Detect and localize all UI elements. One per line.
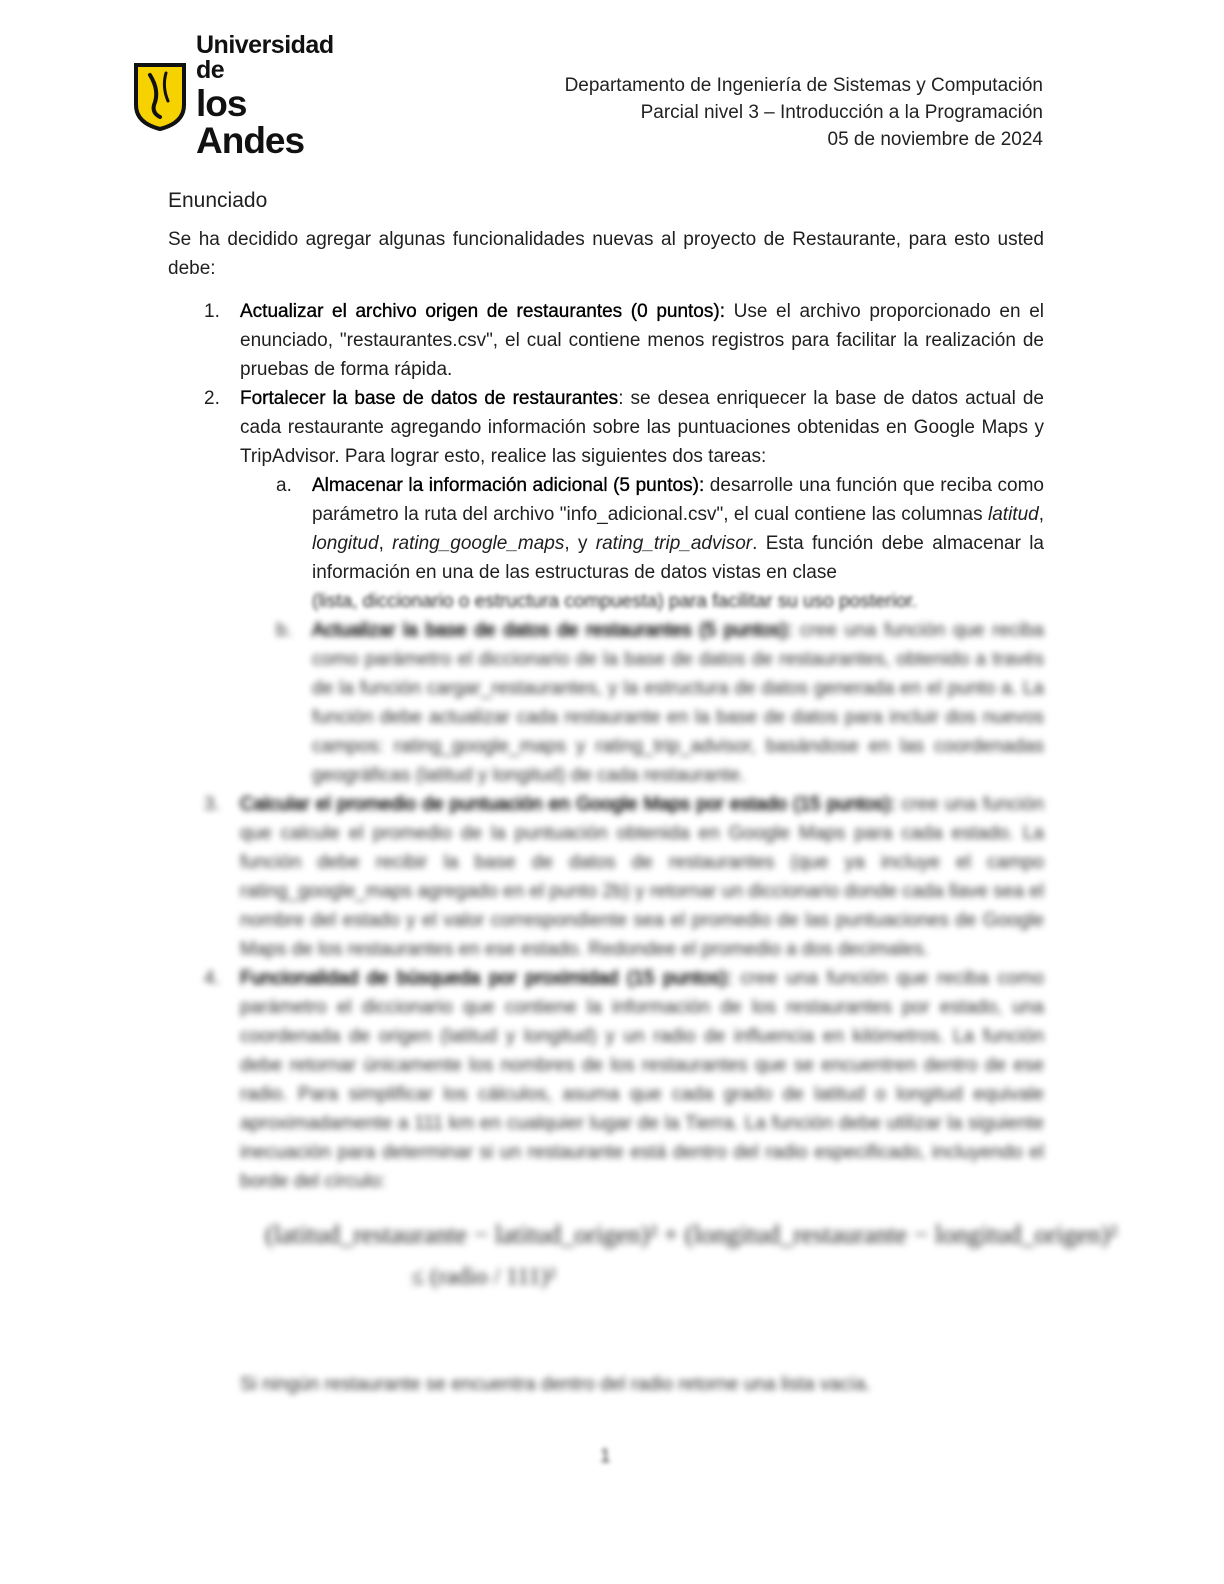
- section-title: Enunciado: [168, 189, 268, 212]
- formula-line-2: ≤ (radio / 111)²: [411, 1264, 556, 1290]
- shield-icon: [132, 61, 188, 131]
- document-header: [565, 72, 1043, 153]
- item-number: 3.: [204, 794, 220, 815]
- item-title: Funcionalidad de búsqueda por proximidad (15 puntos):: [240, 968, 732, 989]
- list-item: [168, 384, 1044, 790]
- item-number: 2.: [204, 388, 220, 409]
- page-number: 1: [600, 1446, 611, 1467]
- item-number: 4.: [204, 968, 220, 989]
- item-title: Calcular el promedio de puntuación en Google Maps por estado (15 puntos):: [240, 794, 896, 815]
- subitem-title: Almacenar la información adicional (5 puntos):: [312, 475, 705, 496]
- item-text: Use el archivo proporcionado en el enunciado, "restaurantes.csv", el cual contiene menos registros para facilitar la realización de pruebas de forma rápida.: [240, 301, 1044, 380]
- university-logo: [132, 31, 362, 161]
- item-text: cree una función que reciba como parámetro el diccionario que contiene la información de los restaurantes por estado, una coordenada de origen (latitud y longitud) y un radio de influencia en kilómetros. La función debe retornar únicamente los nombres de los restaurantes que se encuentren dentro de ese radio. Para simplificar los cálculos, asuma que cada grado de latitud o longitud equivale aproximadamente a 111 km en cualquier lugar de la Tierra. La función debe utilizar la siguiente inecuación para determinar si un restaurante está dentro del radio especificado, incluyendo el borde del círculo:: [240, 968, 1044, 1192]
- subitem-text-continued: (lista, diccionario o estructura compuesta) para facilitar su uso posterior.: [312, 591, 918, 612]
- course-name: Parcial nivel 3 – Introducción a la Programación: [640, 102, 1043, 123]
- item-title: Actualizar el archivo origen de restaurantes (0 puntos):: [240, 301, 725, 322]
- list-item: [240, 616, 1044, 790]
- column-name: latitud: [988, 504, 1039, 525]
- subtask-list: [240, 471, 1044, 790]
- item-text: : se desea enriquecer la base de datos actual de cada restaurante agregando información sobre las puntuaciones obtenidas en Google Maps y TripAdvisor. Para lograr esto, realice las siguientes dos tareas:: [240, 388, 1044, 467]
- item-number: 1.: [204, 301, 220, 322]
- item-title: Fortalecer la base de datos de restaurantes: [240, 388, 619, 409]
- separator: , y: [564, 533, 596, 554]
- exam-date: 05 de noviembre de 2024: [827, 129, 1043, 150]
- subitem-text: desarrolle una función que reciba como parámetro la ruta del archivo "info_adicional.csv", el cual contiene las columnas: [312, 475, 1044, 525]
- department-name: Departamento de Ingeniería de Sistemas y Computación: [564, 75, 1043, 96]
- column-name: longitud: [312, 533, 379, 554]
- closing-paragraph: Si ningún restaurante se encuentra dentro del radio retorne una lista vacía.: [240, 1374, 871, 1395]
- separator: ,: [1038, 504, 1044, 525]
- subitem-number: b.: [276, 620, 292, 641]
- separator: ,: [378, 533, 393, 554]
- task-list: [168, 297, 1044, 1196]
- inequality-formula: [265, 1220, 1118, 1320]
- subitem-title: Actualizar la base de datos de restaurantes (5 puntos):: [312, 620, 793, 641]
- subitem-number: a.: [276, 475, 292, 496]
- list-item: [168, 297, 1044, 384]
- list-item: [168, 790, 1044, 964]
- list-item: [168, 964, 1044, 1196]
- column-name: rating_trip_advisor: [595, 533, 753, 554]
- logo-line-2: los Andes: [196, 83, 305, 161]
- list-item: [240, 471, 1044, 616]
- subitem-text: . Esta función debe almacenar la información en una de las estructuras de datos vistas en clase: [312, 533, 1045, 583]
- logo-line-1: Universidad de: [196, 31, 334, 84]
- subitem-text: cree una función que reciba como parámetro el diccionario de la base de datos de restaurantes, obtenido a través de la función cargar_restaurantes, y la estructura de datos generada en el punto a. La función debe actualizar cada restaurante en la base de datos para incluir dos nuevos campos: rating_google_maps y rating_trip_advisor, basándose en las coordenadas geográficas (latitud y longitud) de cada restaurante.: [312, 620, 1044, 786]
- document-body: [168, 186, 1044, 1196]
- item-text: cree una función que calcule el promedio de la puntuación obtenida en Google Maps para cada estado. La función debe recibir la base de datos de restaurantes (que ya incluye el campo rating_google_maps agregado en el punto 2b) y retornar un diccionario donde cada llave sea el nombre del estado y el valor correspondiente sea el promedio de las puntuaciones de Google Maps de los restaurantes en ese estado. Redondee el promedio a dos decimales.: [240, 794, 1045, 960]
- formula-line-1: (latitud_restaurante − latitud_origen)² + (longitud_restaurante − longitud_origen)²: [265, 1220, 1118, 1249]
- column-name: rating_google_maps: [392, 533, 565, 554]
- intro-paragraph: Se ha decidido agregar algunas funcionalidades nuevas al proyecto de Restaurante, para esto usted debe:: [168, 229, 1044, 279]
